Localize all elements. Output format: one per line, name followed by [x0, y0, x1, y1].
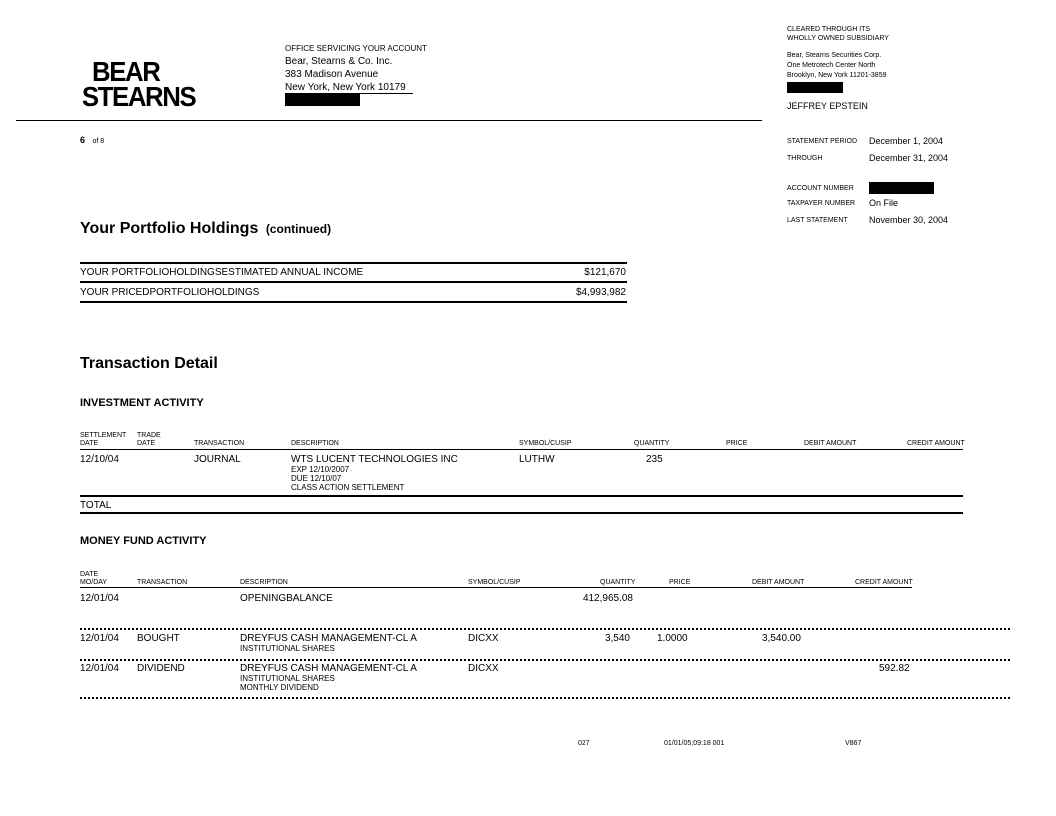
investment-header-rule	[80, 449, 963, 450]
mf-row-divider	[80, 628, 1010, 630]
money-fund-title: MONEY FUND ACTIVITY	[80, 535, 207, 547]
office-line-1: Bear, Stearns & Co. Inc.	[285, 56, 393, 67]
mf-cell-date: 12/01/04	[80, 593, 119, 604]
footer-timestamp: 01/01/05;09:18 001	[664, 740, 725, 747]
period-end: December 31, 2004	[869, 153, 949, 163]
period-label: STATEMENT PERIOD	[787, 138, 858, 145]
mf-cell-description: DREYFUS CASH MANAGEMENT-CL A	[240, 633, 417, 644]
portfolio-income-label: YOUR PORTFOLIOHOLDINGSESTIMATED ANNUAL INCOME	[80, 267, 364, 278]
taxpayer-value: On File	[869, 198, 899, 208]
mf-cell-symbol: DICXX	[468, 663, 499, 674]
col-transaction: TRANSACTION	[194, 440, 245, 447]
mf-row-divider	[80, 659, 1010, 661]
redaction-clearing	[787, 82, 843, 93]
portfolio-rule-bottom	[80, 301, 627, 303]
mf-col-price: PRICE	[669, 579, 691, 586]
account-label: ACCOUNT NUMBER	[787, 185, 854, 192]
redaction-office	[285, 93, 360, 106]
col-symbol: SYMBOL/CUSIP	[519, 440, 572, 447]
portfolio-priced-label: YOUR PRICEDPORTFOLIOHOLDINGS	[80, 287, 260, 298]
mf-cell-date: 12/01/04	[80, 663, 119, 674]
col-settlement-date: SETTLEMENT DATE	[80, 432, 127, 447]
mf-cell-debit: 3,540.00	[762, 633, 801, 644]
portfolio-rule-top	[80, 262, 627, 264]
mf-cell-date: 12/01/04	[80, 633, 119, 644]
col-price: PRICE	[726, 440, 748, 447]
mf-col-description: DESCRIPTION	[240, 579, 288, 586]
transaction-detail-title: Transaction Detail	[80, 355, 218, 372]
col-debit: DEBIT AMOUNT	[804, 440, 857, 447]
mf-cell-price: 1.0000	[657, 633, 688, 644]
portfolio-rule-mid	[80, 281, 627, 283]
cell-description: WTS LUCENT TECHNOLOGIES INC	[291, 454, 458, 465]
logo-line-1: BEAR	[92, 56, 160, 87]
last-statement-value: November 30, 2004	[869, 215, 949, 225]
clearing-address: Bear, Stearns Securities Corp. One Metrotech Center North Brooklyn, New York 11201-3859	[787, 52, 887, 79]
page-indicator	[80, 130, 104, 148]
footer-code-2: V867	[845, 740, 862, 747]
logo-line-2: STEARNS	[81, 81, 196, 112]
mf-cell-details: INSTITUTIONAL SHARES MONTHLY DIVIDEND	[240, 674, 335, 692]
mf-col-symbol: SYMBOL/CUSIP	[468, 579, 521, 586]
mf-cell-symbol: DICXX	[468, 633, 499, 644]
investment-total-rule-bottom	[80, 512, 963, 514]
cell-transaction: JOURNAL	[194, 454, 241, 465]
mf-col-transaction: TRANSACTION	[137, 579, 188, 586]
portfolio-continued: (continued)	[265, 222, 332, 236]
page-number: 6	[80, 135, 86, 145]
last-statement-label: LAST STATEMENT	[787, 217, 848, 224]
col-quantity: QUANTITY	[634, 440, 670, 447]
office-line-2: 383 Madison Avenue	[285, 69, 379, 80]
bear-stearns-logo	[81, 56, 196, 112]
office-line-3: New York, New York 10179	[285, 82, 406, 93]
mf-cell-description: OPENINGBALANCE	[240, 593, 333, 604]
portfolio-income-value: $121,670	[584, 267, 626, 278]
mf-cell-quantity: 412,965.08	[582, 593, 633, 604]
mf-header-rule	[80, 587, 912, 588]
taxpayer-label: TAXPAYER NUMBER	[787, 200, 856, 207]
investment-total-rule-top	[80, 495, 963, 497]
mf-col-credit: CREDIT AMOUNT	[855, 579, 913, 586]
footer-code-1: 027	[578, 740, 590, 747]
portfolio-title: Your Portfolio Holdings (continued)	[80, 220, 332, 237]
col-credit: CREDIT AMOUNT	[907, 440, 965, 447]
portfolio-priced-value: $4,993,982	[575, 287, 626, 298]
cell-symbol: LUTHW	[519, 454, 555, 465]
cell-description-details: EXP 12/10/2007 DUE 12/10/07 CLASS ACTION SETTLEMENT	[291, 465, 405, 492]
mf-col-date: DATE MO/DAY	[80, 571, 108, 586]
client-name: JEFFREY EPSTEIN	[787, 101, 868, 111]
investment-total-label: TOTAL	[80, 500, 112, 511]
redaction-account	[869, 182, 934, 194]
mf-cell-transaction: DIVIDEND	[137, 663, 185, 674]
header-divider	[16, 120, 762, 121]
office-label: OFFICE SERVICING YOUR ACCOUNT	[285, 44, 427, 53]
col-trade-date: TRADE DATE	[137, 432, 161, 447]
clearing-label: CLEARED THROUGH ITS WHOLLY OWNED SUBSIDIARY	[787, 26, 889, 42]
cell-settlement-date: 12/10/04	[80, 454, 119, 465]
mf-cell-credit: 592.82	[879, 663, 910, 674]
mf-col-quantity: QUANTITY	[600, 579, 636, 586]
mf-cell-quantity: 3,540	[604, 633, 630, 644]
mf-cell-details: INSTITUTIONAL SHARES	[240, 644, 335, 653]
period-start: December 1, 2004	[869, 136, 944, 146]
col-description: DESCRIPTION	[291, 440, 339, 447]
page-of: of 8	[92, 138, 105, 145]
mf-cell-transaction: BOUGHT	[137, 633, 180, 644]
investment-activity-title: INVESTMENT ACTIVITY	[80, 397, 204, 409]
mf-row-divider	[80, 697, 1010, 699]
mf-cell-description: DREYFUS CASH MANAGEMENT-CL A	[240, 663, 417, 674]
through-label: THROUGH	[787, 155, 823, 162]
mf-col-debit: DEBIT AMOUNT	[752, 579, 805, 586]
cell-quantity: 235	[646, 454, 663, 465]
